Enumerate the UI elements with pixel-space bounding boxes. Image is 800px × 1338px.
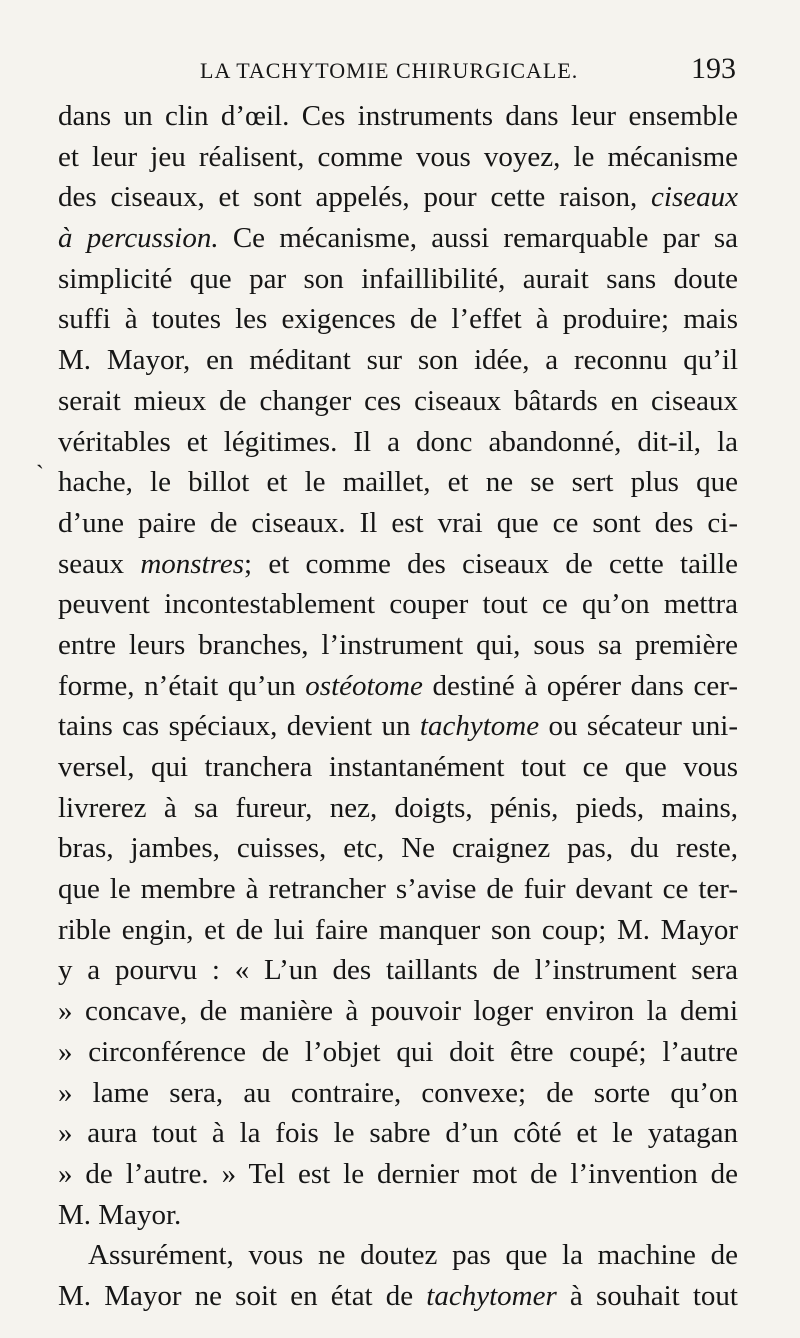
italic-term: ciseaux bbox=[651, 181, 738, 214]
page-number: 193 bbox=[691, 52, 736, 85]
text-line: rible engin, et de lui faire manquer son coup; M. Mayor bbox=[58, 913, 738, 946]
text-line: simplicité que par son infaillibilité, aurait sans doute bbox=[58, 262, 738, 295]
italic-term: ostéotome bbox=[305, 669, 423, 702]
text-line: » concave, de manière à pouvoir loger environ la demi bbox=[58, 995, 738, 1028]
text-line: forme, n’était qu’un ostéotome destiné à opérer dans cer- bbox=[58, 669, 738, 702]
text-line: livrerez à sa fureur, nez, doigts, pénis, pieds, mains, bbox=[58, 791, 738, 824]
text-line: tains cas spéciaux, devient un tachytome ou sécateur uni- bbox=[58, 710, 738, 743]
text-line: hache, le billot et le maillet, et ne se sert plus que bbox=[58, 466, 738, 499]
text-line: véritables et légitimes. Il a donc abandonné, dit-il, la bbox=[58, 425, 738, 458]
text-line: y a pourvu : « L’un des taillants de l’instrument sera bbox=[58, 954, 738, 987]
text-line: entre leurs branches, l’instrument qui, sous sa première bbox=[58, 628, 738, 661]
text-line: » de l’autre. » Tel est le dernier mot de l’invention de bbox=[58, 1157, 738, 1190]
text-line: serait mieux de changer ces ciseaux bâtards en ciseaux bbox=[58, 384, 738, 417]
text-line: seaux monstres; et comme des ciseaux de cette taille bbox=[58, 547, 739, 580]
text-line: que le membre à retrancher s’avise de fuir devant ce ter- bbox=[58, 873, 738, 906]
margin-mark: ` bbox=[36, 462, 44, 488]
text-line: bras, jambes, cuisses, etc, Ne craignez pas, du reste, bbox=[58, 832, 738, 865]
text-line: peuvent incontestablement couper tout ce qu’on mettra bbox=[58, 588, 738, 621]
text-line: d’une paire de ciseaux. Il est vrai que ce sont des ci- bbox=[58, 506, 738, 539]
text-line: suffi à toutes les exigences de l’effet à produire; mais bbox=[58, 303, 738, 336]
italic-term: à percussion. bbox=[58, 222, 219, 255]
italic-term: monstres bbox=[140, 547, 244, 580]
text-line: M. Mayor, en méditant sur son idée, a reconnu qu’il bbox=[58, 344, 738, 377]
running-title: LA TACHYTOMIE CHIRURGICALE. bbox=[200, 58, 579, 83]
text-line: » circonférence de l’objet qui doit être coupé; l’autre bbox=[58, 1035, 738, 1068]
running-header bbox=[60, 52, 736, 86]
italic-term: tachytome bbox=[419, 710, 540, 743]
text-line: versel, qui tranchera instantanément tout ce que vous bbox=[58, 751, 738, 783]
text-line: M. Mayor. bbox=[58, 1198, 182, 1231]
body-text bbox=[58, 96, 738, 1317]
text-line: Assurément, vous ne doutez pas que la machine de bbox=[88, 1239, 738, 1272]
text-line: » aura tout à la fois le sabre d’un côté et le yatagan bbox=[58, 1117, 738, 1150]
text-line: à percussion. Ce mécanisme, aussi remarquable par sa bbox=[58, 222, 738, 255]
text-line: des ciseaux, et sont appelés, pour cette raison, ciseaux bbox=[58, 181, 738, 214]
text-line: dans un clin d’œil. Ces instruments dans leur ensemble bbox=[58, 100, 738, 132]
text-line: et leur jeu réalisent, comme vous voyez, le mécanisme bbox=[58, 140, 738, 173]
italic-term: tachytomer bbox=[426, 1279, 557, 1312]
text-line: M. Mayor ne soit en état de tachytomer à souhait tout bbox=[58, 1279, 738, 1312]
text-line: » lame sera, au contraire, convexe; de sorte qu’on bbox=[58, 1076, 738, 1109]
